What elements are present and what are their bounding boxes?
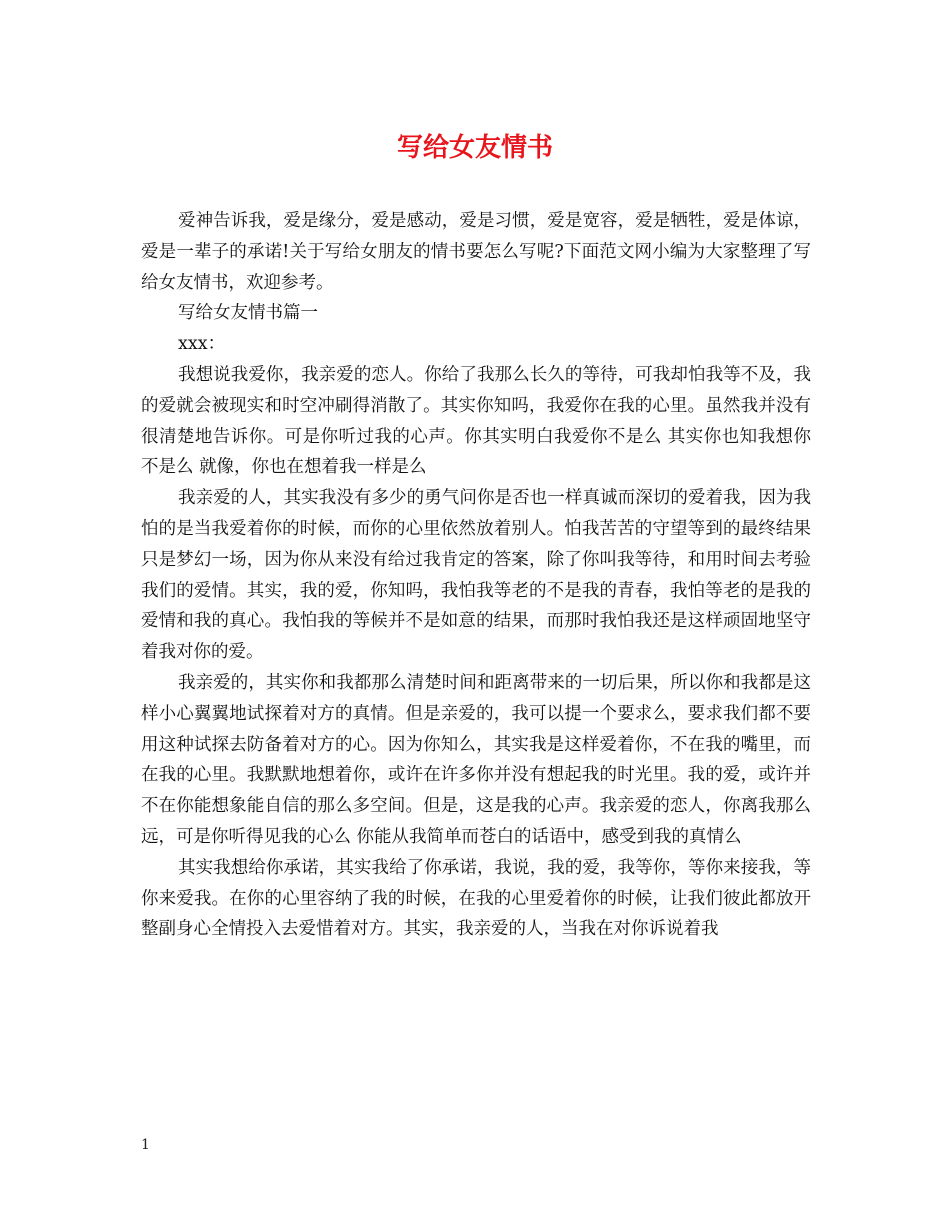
paragraph-1: 我想说我爱你，我亲爱的恋人。你给了我那么长久的等待，可我却怕我等不及，我的爱就会被现实和时空冲刷得消散了。其实你知吗，我爱你在我的心里。虽然我并没有很清楚地告诉你。可是你听过我的心声。你其实明白我爱你不是么 其实你也知我想你不是么 就像，你也在想着我一样是么 [141, 364, 811, 478]
paragraph-intro: 爱神告诉我，爱是缘分，爱是感动，爱是习惯，爱是宽容，爱是牺牲，爱是体谅，爱是一辈子的承诺!关于写给女朋友的情书要怎么写呢?下面范文网小编为大家整理了写给女友情书，欢迎参考。 [141, 211, 811, 293]
document-body [141, 206, 811, 945]
paragraph-3: 我亲爱的，其实你和我都那么清楚时间和距离带来的一切后果，所以你和我都是这样小心翼翼地试探着对方的真情。但是亲爱的，我可以提一个要求么，要求我们都不要用这种试探去防备着对方的心。因为你知么，其实我是这样爱着你，不在我的嘴里，而在我的心里。我默默地想着你，或许在许多你并没有想起我的时光里。我的爱，或许并不在你能想象能自信的那么多空间。但是，这是我的心声。我亲爱的恋人，你离我那么远，可是你听得见我的心么 你能从我简单而苍白的话语中，感受到我的真情么 [141, 672, 811, 847]
page-number: 1 [141, 1137, 150, 1153]
section-heading: 写给女友情书篇一 [178, 303, 318, 324]
paragraph-2: 我亲爱的人，其实我没有多少的勇气问你是否也一样真诚而深切的爱着我，因为我怕的是当我爱着你的时候，而你的心里依然放着别人。怕我苦苦的守望等到的最终结果只是梦幻一场，因为你从来没有给过我肯定的答案，除了你叫我等待，和用时间去考验我们的爱情。其实，我的爱，你知吗，我怕我等老的不是我的青春，我怕等老的是我的爱情和我的真心。我怕我的等候并不是如意的结果，而那时我怕我还是这样顽固地坚守着我对你的爱。 [141, 488, 811, 663]
document-title: 写给女友情书 [396, 133, 553, 163]
salutation: xxx： [178, 334, 226, 355]
paragraph-4: 其实我想给你承诺，其实我给了你承诺，我说，我的爱，我等你，等你来接我，等你来爱我。在你的心里容纳了我的时候，在我的心里爱着你的时候，让我们彼此都放开整副身心全情投入去爱惜着对方。其实，我亲爱的人，当我在对你诉说着我 [141, 857, 811, 940]
